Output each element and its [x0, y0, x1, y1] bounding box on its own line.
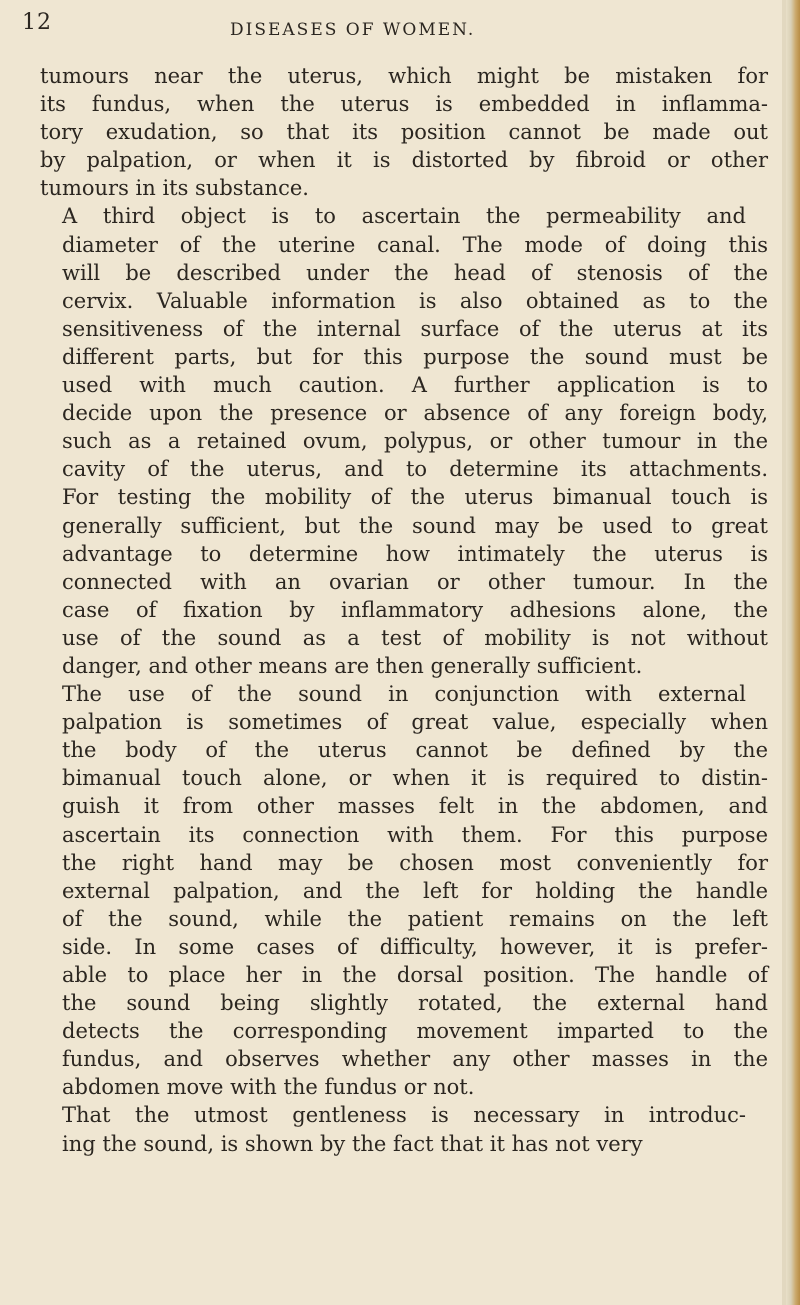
text-line: external palpation, and the left for holding the handle	[62, 878, 768, 903]
text-line: sensitiveness of the internal surface of the uterus at its	[62, 316, 768, 341]
text-line: different parts, but for this purpose the sound must be	[62, 344, 768, 369]
text-line: able to place her in the dorsal position. The handle of	[62, 963, 768, 987]
text-line: That the utmost gentleness is necessary in introduc-	[62, 1103, 746, 1128]
page-number: 12	[22, 10, 52, 35]
text-line: guish it from other masses felt in the abdomen, and	[62, 794, 768, 819]
page-edge	[786, 0, 800, 1305]
text-line: cavity of the uterus, and to determine its attachments.	[62, 457, 768, 482]
text-line: ascertain its connection with them. For this purpose	[62, 822, 768, 847]
text-line: bimanual touch alone, or when it is required to distin-	[62, 766, 768, 791]
text-line: cervix. Valuable information is also obtained as to the	[62, 288, 768, 313]
text-line: diameter of the uterine canal. The mode of doing this	[62, 232, 768, 257]
text-line: palpation is sometimes of great value, especially when	[62, 710, 768, 735]
text-line: The use of the sound in conjunction with external	[62, 682, 746, 707]
text-line: will be described under the head of stenosis of the	[62, 260, 768, 285]
text-line: A third object is to ascertain the permeability and	[62, 204, 746, 229]
text-line: its fundus, when the uterus is embedded in inflamma-	[40, 92, 768, 117]
text-line: advantage to determine how intimately the uterus is	[62, 541, 768, 566]
text-line: connected with an ovarian or other tumour. In the	[62, 569, 768, 594]
text-line: use of the sound as a test of mobility is not without	[62, 625, 768, 650]
text-line: ing the sound, is shown by the fact that it has not very	[62, 1131, 643, 1156]
text-line: decide upon the presence or absence of any foreign body,	[62, 401, 768, 426]
paragraph	[40, 680, 768, 1101]
running-head: DISEASES OF WOMEN.	[230, 20, 476, 40]
text-line: fundus, and observes whether any other masses in the	[62, 1047, 768, 1072]
text-line: tumours in its substance.	[40, 176, 309, 201]
text-line: by palpation, or when it is distorted by fibroid or other	[40, 148, 768, 173]
body-text	[40, 62, 768, 1158]
paragraph	[40, 1101, 768, 1157]
text-line: the right hand may be chosen most conveniently for	[62, 850, 768, 875]
text-line: generally sufficient, but the sound may be used to great	[62, 513, 768, 538]
text-line: danger, and other means are then generally sufficient.	[62, 653, 643, 678]
paragraph	[40, 62, 768, 202]
text-line: used with much caution. A further application is to	[62, 373, 768, 398]
text-line: the sound being slightly rotated, the external hand	[62, 991, 768, 1016]
text-line: such as a retained ovum, polypus, or other tumour in the	[62, 429, 768, 454]
text-line: detects the corresponding movement imparted to the	[62, 1019, 768, 1044]
text-line: tory exudation, so that its position cannot be made out	[40, 120, 768, 145]
text-line: For testing the mobility of the uterus bimanual touch is	[62, 485, 768, 510]
page-header	[22, 10, 762, 50]
paragraph	[40, 202, 768, 680]
text-line: tumours near the uterus, which might be mistaken for	[40, 64, 768, 88]
text-line: case of fixation by inflammatory adhesions alone, the	[62, 597, 768, 622]
text-line: the body of the uterus cannot be defined by the	[62, 738, 768, 763]
text-line: side. In some cases of difficulty, however, it is prefer-	[62, 934, 768, 959]
text-line: of the sound, while the patient remains on the left	[62, 906, 768, 931]
text-line: abdomen move with the fundus or not.	[62, 1075, 475, 1100]
